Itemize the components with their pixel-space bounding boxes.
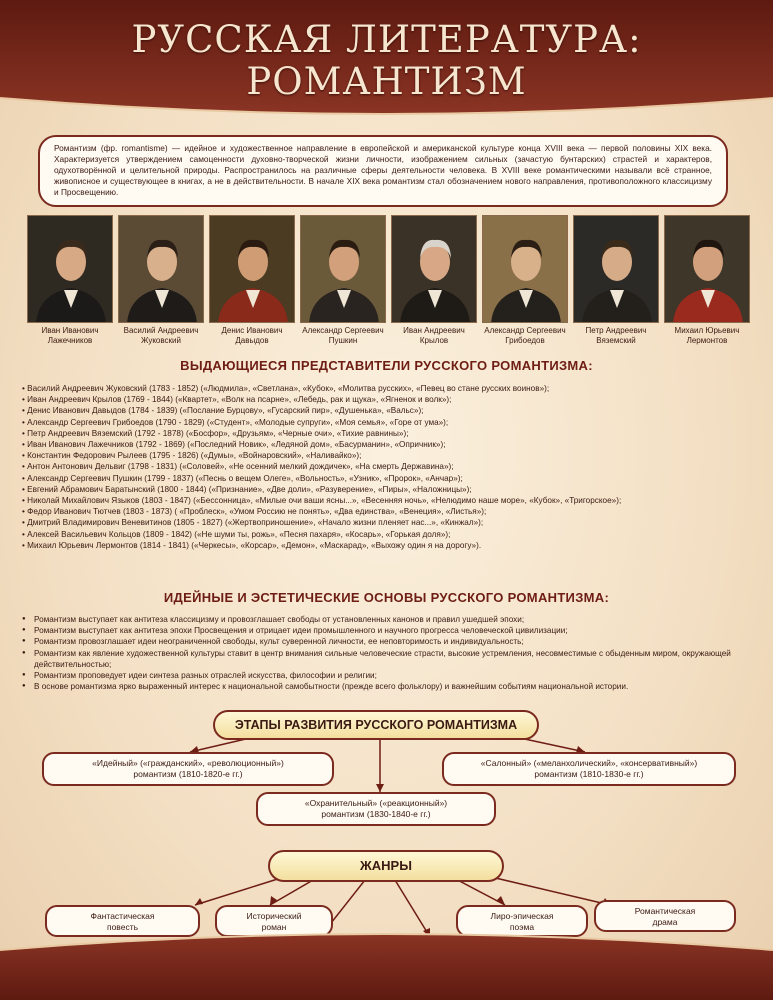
- portrait-item: [300, 215, 386, 345]
- idea-item: ● В основе романтизма ярко выраженный интерес к национальной самобытности (прежде всего фольклору) и важнейшим событиям национальной истории.: [22, 681, 757, 692]
- ideas-list: [22, 614, 757, 692]
- representative-item: • Петр Андреевич Вяземский (1792 - 1878) («Босфор», «Друзьям», «Черные очи», «Тихие равнины»);: [22, 428, 762, 439]
- stage-protective-line1: «Охранительный» («реакционный»): [304, 798, 448, 808]
- portrait-name-line2: Грибоедов: [505, 335, 545, 345]
- stage-ideological: [42, 752, 334, 786]
- portrait-item: [482, 215, 568, 345]
- genre-romantic-drama-line2: драма: [652, 917, 678, 927]
- stage-protective-line2: романтизм (1830-1840-е гг.): [321, 809, 431, 819]
- portrait-name-line2: Лермонтов: [686, 335, 728, 345]
- portrait-item: [209, 215, 295, 345]
- representative-item: • Евгений Абрамович Баратынский (1800 - 1844) («Признание», «Две доли», «Разуверение», «Пиры», «Наложницы»);: [22, 484, 762, 495]
- portrait-name-line2: Пушкин: [328, 335, 358, 345]
- representative-item: • Константин Федорович Рылеев (1795 - 1826) («Думы», «Войнаровский», «Наливайко»);: [22, 450, 762, 461]
- representative-item: • Дмитрий Владимирович Веневитинов (1805 - 1827) («Жертвоприношение», «Начало жизни пленяет нас...», «Кинжал»);: [22, 517, 762, 528]
- portrait-image: [391, 215, 477, 323]
- representative-item: • Иван Иванович Лажечников (1792 - 1869) («Последний Новик», «Ледяной дом», «Басурманин», «Опричник»);: [22, 439, 762, 450]
- portrait-item: [573, 215, 659, 345]
- portrait-image: [482, 215, 568, 323]
- idea-item: ● Романтизм проповедует идеи синтеза разных отраслей искусства, философии и религии;: [22, 670, 757, 681]
- representative-item: • Александр Сергеевич Пушкин (1799 - 1837) («Песнь о вещем Олеге», «Вольность», «Узник», «Пророк», «Анчар»);: [22, 473, 762, 484]
- idea-item: ● Романтизм провозглашает идеи неограниченной свободы, культ суверенной личности, ее неповторимость и индивидуальность;: [22, 636, 757, 647]
- portrait-image: [27, 215, 113, 323]
- portrait-name: [300, 326, 386, 345]
- representative-item: • Михаил Юрьевич Лермонтов (1814 - 1841) («Черкесы», «Корсар», «Демон», «Маскарад», «Выхожу один я на дорогу»).: [22, 540, 762, 551]
- genre-historical-novel-line2: роман: [261, 922, 287, 932]
- footer-band: [0, 930, 773, 1000]
- portrait-item: [118, 215, 204, 345]
- genre-fantastic-tale-line1: Фантастическая: [90, 911, 155, 921]
- portrait-name-line1: Василий Андреевич: [123, 326, 199, 335]
- portrait-name-line1: Иван Андреевич: [403, 326, 465, 335]
- idea-item: ● Романтизм как явление художественной культуры ставит в центр внимания сильные человеческие страсти, высокие устремления, несовместимые с обыденным миром, окружающей действительностью;: [22, 648, 757, 670]
- stage-salon-line1: «Салонный» («меланхолический», «консервативный»): [480, 758, 698, 768]
- representative-item: • Федор Иванович Тютчев (1803 - 1873) ( «Проблеск», «Умом Россию не понять», «Два единства», «Венеция», «Листья»);: [22, 506, 762, 517]
- genre-lyric-epic-poem-line2: поэма: [509, 922, 535, 932]
- stages-title: ЭТАПЫ РАЗВИТИЯ РУССКОГО РОМАНТИЗМА: [213, 710, 539, 740]
- genre-romantic-drama-line1: Романтическая: [634, 906, 696, 916]
- poster-title-line2: РОМАНТИЗМ: [246, 60, 527, 103]
- genre-romantic-drama: [594, 900, 736, 932]
- portrait-name: [118, 326, 204, 345]
- poster-title-line1: РУССКАЯ ЛИТЕРАТУРА:: [131, 18, 642, 61]
- stage-protective: [256, 792, 496, 826]
- portrait-name-line1: Александр Сергеевич: [302, 326, 384, 335]
- portrait-name-line1: Михаил Юрьевич: [674, 326, 740, 335]
- representative-item: • Алексей Васильевич Кольцов (1809 - 1842) («Не шуми ты, рожь», «Песня пахаря», «Косарь», «Горькая доля»);: [22, 529, 762, 540]
- portrait-image: [300, 215, 386, 323]
- representatives-heading: ВЫДАЮЩИЕСЯ ПРЕДСТАВИТЕЛИ РУССКОГО РОМАНТИЗМА:: [180, 358, 593, 373]
- ideas-heading: ИДЕЙНЫЕ И ЭСТЕТИЧЕСКИЕ ОСНОВЫ РУССКОГО РОМАНТИЗМА:: [163, 590, 610, 605]
- portrait-name-line2: Лажечников: [47, 335, 93, 345]
- representative-item: • Александр Сергеевич Грибоедов (1790 - 1829) («Студент», «Молодые супруги», «Моя семья», «Горе от ума»);: [22, 417, 762, 428]
- stage-ideological-line1: «Идейный» («гражданский», «революционный»): [92, 758, 284, 768]
- portrait-name: [209, 326, 295, 345]
- portrait-image: [573, 215, 659, 323]
- intro-definition: Романтизм (фр. romantisme) — идейное и художественное направление в европейской и американской культуре конца XVIII века — первой половины XIX века. Характеризуется утверждением самоценности духовно-творческой жизни личности, изображением сильных (зачастую бунтарских) страстей и характеров, одухотворённой и целительной природы. Распространилось на различные сферы деятельности человека. В XVIII веке романтическими называли всё странное, живописное и существующее в книгах, а не в действительности. В начале XIX века романтизм стал обозначением нового направления, противоположного классицизму и Просвещению.: [38, 135, 728, 207]
- representative-item: • Николай Михайлович Языков (1803 - 1847) («Бессонница», «Милые очи ваши ясны...», «Весенняя ночь», «Нелюдимо наше море», «Кубок», «Тригорское»);: [22, 495, 762, 506]
- portrait-name: [482, 326, 568, 345]
- portrait-image: [209, 215, 295, 323]
- representative-item: • Антон Антонович Дельвиг (1798 - 1831) («Соловей», «Не осенний мелкий дождичек», «На смерть Державина»);: [22, 461, 762, 472]
- representatives-list: [22, 383, 762, 551]
- portrait-item: [664, 215, 750, 345]
- idea-item: ● Романтизм выступает как антитеза эпохи Просвещения и отрицает идеи промышленного и научного прогресса человеческой цивилизации;: [22, 625, 757, 636]
- portrait-image: [118, 215, 204, 323]
- genre-lyric-epic-poem-line1: Лиро-эпическая: [490, 911, 554, 921]
- idea-item: ● Романтизм выступает как антитеза классицизму и провозглашает свободы от установленных канонов и правил ушедшей эпохи;: [22, 614, 757, 625]
- portrait-name-line2: Жуковский: [141, 335, 181, 345]
- portrait-name-line2: Крылов: [419, 335, 449, 345]
- portrait-name: [664, 326, 750, 345]
- genre-historical-novel-line1: Исторический: [246, 911, 302, 921]
- portrait-name: [573, 326, 659, 345]
- portrait-name: [27, 326, 113, 345]
- representative-item: • Иван Андреевич Крылов (1769 - 1844) («Квартет», «Волк на псарне», «Лебедь, рак и щука», «Ягненок и волк»);: [22, 394, 762, 405]
- portrait-name-line2: Давыдов: [235, 335, 269, 345]
- stage-ideological-line2: романтизм (1810-1820-е гг.): [133, 769, 243, 779]
- stage-salon: [442, 752, 736, 786]
- portrait-name-line1: Петр Андреевич: [585, 326, 647, 335]
- portrait-item: [27, 215, 113, 345]
- portrait-gallery: [27, 215, 757, 345]
- portrait-name-line1: Александр Сергеевич: [484, 326, 566, 335]
- representative-item: • Денис Иванович Давыдов (1784 - 1839) («Послание Бурцову», «Гусарский пир», «Душенька», «Вальс»);: [22, 405, 762, 416]
- genre-fantastic-tale-line2: повесть: [106, 922, 139, 932]
- portrait-name-line1: Иван Иванович: [41, 326, 99, 335]
- representative-item: • Василий Андреевич Жуковский (1783 - 1852) («Людмила», «Светлана», «Кубок», «Молитва русских», «Певец во стане русских воинов»);: [22, 383, 762, 394]
- portrait-item: [391, 215, 477, 345]
- portrait-name-line2: Вяземский: [596, 335, 636, 345]
- genres-title: ЖАНРЫ: [268, 850, 504, 882]
- portrait-name: [391, 326, 477, 345]
- portrait-name-line1: Денис Иванович: [221, 326, 283, 335]
- stage-salon-line2: романтизм (1810-1830-е гг.): [534, 769, 644, 779]
- portrait-image: [664, 215, 750, 323]
